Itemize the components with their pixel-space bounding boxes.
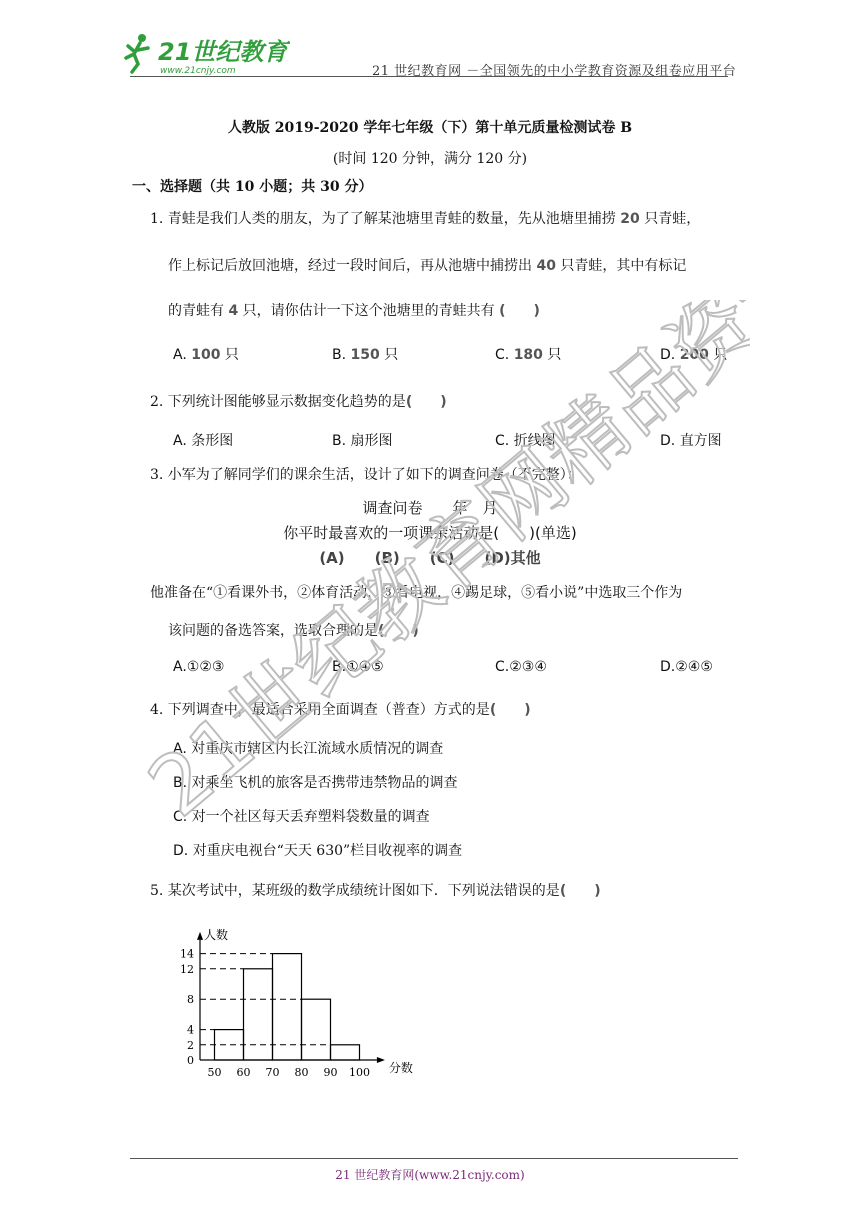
q4-option-c[interactable]: C. 对一个社区每天丢弃塑料袋数量的调查 [173, 809, 430, 825]
survey-title: 调查问卷 年 月 [362, 499, 498, 517]
histogram-chart [160, 918, 420, 1083]
q1-line3: 的青蛙有 4 只，请你估计一下这个池塘里的青蛙共有 ( ) [168, 303, 540, 319]
q3-line3: 该问题的备选答案，选取合理的是( ) [168, 623, 419, 639]
histogram-bar [331, 1045, 360, 1060]
q3-option-b[interactable]: B.①④⑤ [332, 659, 384, 675]
q2-option-d[interactable]: D. 直方图 [660, 433, 722, 449]
x-axis-label: 分数 [388, 1061, 413, 1075]
y-tick-label: 12 [180, 962, 194, 976]
x-tick-label: 90 [323, 1066, 338, 1079]
y-tick-label: 8 [187, 993, 194, 1007]
q3-option-a[interactable]: A.①②③ [173, 659, 225, 675]
survey-choices: (A) (B) (C) (D)其他 [319, 549, 541, 567]
histogram-svg [160, 918, 420, 1083]
q1-line2: 作上标记后放回池塘，经过一段时间后，再从池塘中捕捞出 40 只青蛙，其中有标记 [168, 258, 687, 274]
q1-option-c[interactable]: C. 180 只 [495, 347, 562, 363]
header-tagline: 21 世纪教育网 －全国领先的中小学教育资源及组卷应用平台 [372, 64, 737, 79]
page-subtitle: (时间 120 分钟，满分 120 分) [332, 151, 528, 167]
x-tick-label: 60 [236, 1066, 251, 1079]
q3-stem: 3. 小军为了解同学们的课余生活，设计了如下的调查问卷（不完整）： [150, 467, 581, 483]
watermark-text: 21世纪教育网精品资料 [131, 300, 750, 836]
q1-option-d[interactable]: D. 200 只 [660, 347, 728, 363]
histogram-bar [244, 969, 273, 1060]
q2-option-a[interactable]: A. 条形图 [173, 433, 234, 449]
q3-option-c[interactable]: C.②③④ [495, 659, 547, 675]
y-axis-label: 人数 [204, 927, 229, 942]
histogram-bar [273, 954, 302, 1060]
runner-icon [126, 34, 148, 72]
footer-divider [130, 1158, 738, 1159]
q2-stem: 2. 下列统计图能够显示数据变化趋势的是( ) [150, 394, 447, 410]
q3-option-d[interactable]: D.②④⑤ [660, 659, 713, 675]
q5-stem: 5. 某次考试中，某班级的数学成绩统计图如下．下列说法错误的是( ) [150, 883, 601, 899]
histogram-bar [302, 999, 331, 1060]
q4-stem: 4. 下列调查中，最适合采用全面调查（普查）方式的是( ) [150, 702, 531, 718]
x-tick-label: 80 [294, 1066, 309, 1079]
page-title: 人教版 2019-2020 学年七年级（下）第十单元质量检测试卷 B [227, 120, 633, 136]
q4-option-a[interactable]: A. 对重庆市辖区内长江流域水质情况的调查 [173, 741, 444, 757]
q1-option-b[interactable]: B. 150 只 [332, 347, 399, 363]
histogram-bar [215, 1030, 244, 1060]
y-axis-arrow [197, 932, 203, 940]
footer-text: 21 世纪教育网(www.21cnjy.com) [335, 1168, 525, 1182]
q1-line1: 1. 青蛙是我们人类的朋友，为了了解某池塘里青蛙的数量，先从池塘里捕捞 20 只青蛙， [150, 211, 701, 227]
x-tick-label: 70 [265, 1066, 280, 1079]
x-axis-arrow [377, 1057, 385, 1063]
y-tick-label: 14 [180, 947, 194, 961]
q4-option-d[interactable]: D. 对重庆电视台“天天 630”栏目收视率的调查 [173, 843, 463, 859]
logo-url: www.21cnjy.com [160, 66, 236, 76]
q2-option-c[interactable]: C. 折线图 [495, 433, 556, 449]
header-divider [130, 76, 728, 77]
q4-option-b[interactable]: B. 对乘坐飞机的旅客是否携带违禁物品的调查 [173, 775, 458, 791]
x-tick-label: 50 [207, 1066, 222, 1079]
y-tick-label: 0 [187, 1054, 194, 1067]
logo [120, 30, 290, 76]
q2-option-b[interactable]: B. 扇形图 [332, 433, 393, 449]
y-tick-label: 2 [187, 1038, 194, 1052]
logo-text: 21世纪教育 [158, 38, 288, 66]
section-heading: 一、选择题（共 10 小题；共 30 分） [132, 179, 373, 195]
x-tick-label: 100 [349, 1066, 370, 1079]
survey-question: 你平时最喜欢的一项课余活动是( )(单选) [283, 524, 577, 542]
q3-line2: 他准备在“①看课外书，②体育活动，③看电视，④踢足球，⑤看小说”中选取三个作为 [150, 585, 683, 601]
y-tick-label: 4 [187, 1023, 194, 1037]
q1-option-a[interactable]: A. 100 只 [173, 347, 239, 363]
